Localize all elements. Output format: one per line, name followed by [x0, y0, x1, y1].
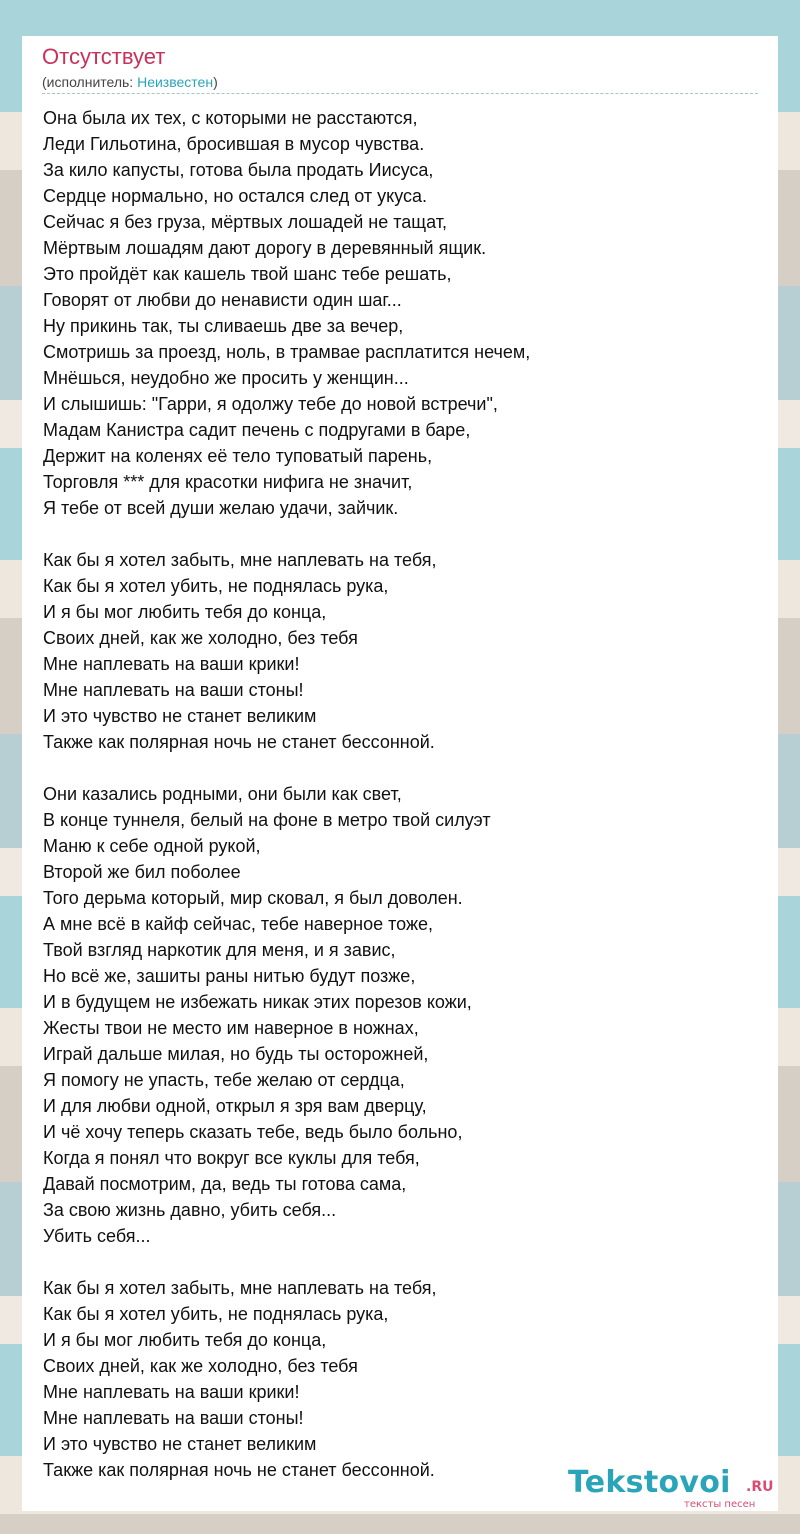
lyrics-stanza [43, 781, 763, 1249]
lyric-line: Сердце нормально, но остался след от укуса. [43, 186, 428, 206]
lyric-line: Мне наплевать на ваши крики! [43, 654, 300, 674]
artist-prefix: (исполнитель: [42, 74, 138, 90]
song-title: Отсутствует [42, 44, 166, 69]
lyric-line: Она была их тех, с которыми не расстаются, [43, 108, 418, 128]
lyric-line: Играй дальше милая, но будь ты осторожней, [43, 1044, 429, 1064]
lyric-line: Они казались родными, они были как свет, [43, 784, 402, 804]
lyric-line: Говорят от любви до ненависти один шаг... [43, 290, 402, 310]
site-logo[interactable] [568, 1466, 778, 1514]
lyric-line: Как бы я хотел забыть, мне наплевать на тебя, [43, 550, 437, 570]
lyric-line: Своих дней, как же холодно, без тебя [43, 1356, 358, 1376]
artist-line [42, 73, 218, 91]
lyric-line: В конце туннеля, белый на фоне в метро твой силуэт [43, 810, 491, 830]
lyric-line: И слышишь: "Гарри, я одолжу тебе до новой встречи", [43, 394, 498, 414]
logo-tld: .RU [746, 1479, 774, 1495]
lyric-line: Леди Гильотина, бросившая в мусор чувства. [43, 134, 425, 154]
lyrics-stanza [43, 1275, 763, 1483]
lyric-line: Торговля *** для красотки нифига не значит, [43, 472, 413, 492]
lyric-line: И я бы мог любить тебя до конца, [43, 602, 327, 622]
lyric-line: Как бы я хотел забыть, мне наплевать на тебя, [43, 1278, 437, 1298]
lyric-line: Мне наплевать на ваши стоны! [43, 1408, 304, 1428]
lyric-line: За свою жизнь давно, убить себя... [43, 1200, 337, 1220]
logo-name: Tekstovoi [568, 1465, 731, 1500]
lyrics-card [22, 36, 778, 1511]
lyric-line: И чё хочу теперь сказать тебе, ведь было больно, [43, 1122, 463, 1142]
lyric-line: Как бы я хотел убить, не поднялась рука, [43, 576, 389, 596]
artist-link[interactable]: Неизвестен [137, 74, 214, 90]
lyric-line: Ну прикинь так, ты сливаешь две за вечер, [43, 316, 404, 336]
lyrics-stanza [43, 105, 763, 521]
lyric-line: Убить себя... [43, 1226, 151, 1246]
lyric-line: Мне наплевать на ваши стоны! [43, 680, 304, 700]
lyric-line: Давай посмотрим, да, ведь ты готова сама, [43, 1174, 407, 1194]
lyric-line: Когда я понял что вокруг все куклы для тебя, [43, 1148, 420, 1168]
lyric-line: За кило капусты, готова была продать Иисуса, [43, 160, 434, 180]
lyric-line: Смотришь за проезд, ноль, в трамвае расплатится нечем, [43, 342, 531, 362]
lyric-line: Маню к себе одной рукой, [43, 836, 261, 856]
lyric-line: И это чувство не станет великим [43, 1434, 317, 1454]
lyric-line: И я бы мог любить тебя до конца, [43, 1330, 327, 1350]
logo-tagline: тексты песен [684, 1499, 756, 1510]
lyric-line: А мне всё в кайф сейчас, тебе наверное тоже, [43, 914, 434, 934]
artist-suffix: ) [213, 74, 218, 90]
lyric-line: Я тебе от всей души желаю удачи, зайчик. [43, 498, 399, 518]
lyric-line: Того дерьма который, мир сковал, я был доволен. [43, 888, 463, 908]
title-divider [42, 93, 758, 94]
lyric-line: Второй же бил поболее [43, 862, 241, 882]
lyric-line: Но всё же, зашиты раны нитью будут позже, [43, 966, 416, 986]
lyric-line: Как бы я хотел убить, не поднялась рука, [43, 1304, 389, 1324]
lyric-line: Сейчас я без груза, мёртвых лошадей не тащат, [43, 212, 447, 232]
lyric-line: Мне наплевать на ваши крики! [43, 1382, 300, 1402]
lyrics-stanza [43, 547, 763, 755]
lyric-line: Своих дней, как же холодно, без тебя [43, 628, 358, 648]
lyrics-text [43, 105, 763, 1509]
lyric-line: Держит на коленях её тело туповатый парень, [43, 446, 433, 466]
lyric-line: Также как полярная ночь не станет бессонной. [43, 732, 435, 752]
lyric-line: Также как полярная ночь не станет бессонной. [43, 1460, 435, 1480]
lyric-line: Это пройдёт как кашель твой шанс тебе решать, [43, 264, 452, 284]
lyric-line: Жесты твои не место им наверное в ножнах, [43, 1018, 419, 1038]
lyric-line: Мёртвым лошадям дают дорогу в деревянный ящик. [43, 238, 487, 258]
lyric-line: И в будущем не избежать никак этих порезов кожи, [43, 992, 472, 1012]
lyric-line: И это чувство не станет великим [43, 706, 317, 726]
lyric-line: Твой взгляд наркотик для меня, и я завис, [43, 940, 396, 960]
lyric-line: И для любви одной, открыл я зря вам дверцу, [43, 1096, 427, 1116]
lyric-line: Мадам Канистра садит печень с подругами в баре, [43, 420, 471, 440]
lyric-line: Я помогу не упасть, тебе желаю от сердца, [43, 1070, 405, 1090]
lyric-line: Мнёшься, неудобно же просить у женщин... [43, 368, 409, 388]
